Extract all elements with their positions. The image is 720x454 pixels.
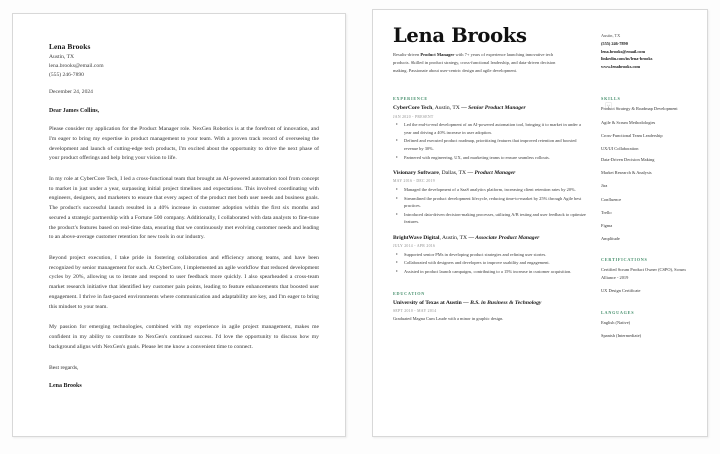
cover-letter-contact (49, 53, 319, 80)
cover-letter-paragraph: Please consider my application for the Product Manager role. NexGen Robotics is at the forefront of innovation, and I'm eager to bring my expertise in product management to your team. With a proven track record of overseeing the development and launch of cutting-edge tech products, I'm excited about the opportunity to drive the next phase of your product offerings and help bring your vision to life. (49, 126, 319, 162)
language-item: English (Native) (601, 319, 631, 325)
resume-name: Lena Brooks (393, 24, 527, 47)
skill-item: Market Research & Analysis (601, 170, 652, 176)
experience-entry (393, 105, 589, 161)
skill-item: Jira (601, 183, 608, 189)
contact-line: (555) 246-7890 (49, 72, 84, 79)
resume-contact-location: Austin, TX (601, 33, 621, 38)
job-bullet: ▸ Managed the development of a SaaS analytics platform, increasing client retention rates by 20%. (404, 186, 589, 194)
job-location: , Austin, TX (432, 105, 462, 112)
section-title-languages: LANGUAGES (601, 309, 635, 315)
summary-highlight: Product Manager (420, 52, 455, 58)
education-entry (393, 300, 589, 323)
job-bullets (393, 186, 589, 226)
skill-item: Data-Driven Decision Making (601, 157, 655, 163)
resume-header (393, 26, 693, 75)
job-heading (393, 235, 589, 243)
divider-marker-icon (605, 102, 612, 109)
education-heading (393, 300, 589, 308)
language-item: Spanish (Intermediate) (601, 332, 642, 338)
resume-contact-block (601, 26, 693, 71)
resume-side-column (601, 96, 693, 344)
section-title-education: EDUCATION (393, 290, 426, 296)
resume-contact-website[interactable]: www.lenabrooks.com (601, 64, 641, 70)
certification-item: Certified Scrum Product Owner (CSPO), Scrum Alliance - 2019 (601, 267, 686, 280)
job-company: CyberCore Tech (393, 105, 433, 112)
cover-letter-paragraph: In my role at CyberCore Tech, I led a cross-functional team that brought an AI-powered automation tool from concept to market in just under a year, surpassing initial project timelines and expectations. This involved coordinating with engineers, designers, and marketers to ensure that every aspect of the product met both user needs and business goals. The product's successful launch resulted in a 40% increase in customer adoption within the first six months and secured a strategic partnership with a Fortune 500 company. Additionally, I collaborated with data analysts to fine-tune the product's features based on real-time data, ensuring that we continuously met evolving customer needs and leading to an above-average customer retention for new tools in our industry. (49, 176, 319, 241)
cover-letter-paragraph: Beyond project execution, I take pride in fostering collaboration and efficiency among teams, and have been recognized by senior management for such. At CyberCore, I implemented an agile workflow that reduced development cycles by 20%, allowing us to iterate and respond to user feedback more quickly. I also spearheaded a cross-team market research initiative that identified key customer pain points, leading to feature enhancements that boosted user engagement. I thrive in fast-paced environments where communication and adaptability are key, and I'm eager to bring this mindset to your team. (49, 255, 319, 310)
job-location: , Dallas, TX (438, 170, 468, 177)
education-school: University of Texas at Austin (393, 299, 462, 306)
section-title-certifications: CERTIFICATIONS (601, 257, 648, 263)
education-dates: SEPT 2010 - MAY 2014 (393, 308, 437, 313)
cover-letter-content (49, 42, 319, 389)
experience-entry (393, 170, 589, 226)
certification-item: UX Design Certificate (601, 287, 641, 293)
job-bullet: ▸ Introduced data-driven decision-making processes, utilizing A/B testing and user feedback to optimize features. (404, 211, 589, 226)
job-company: BrightWave Digital (393, 235, 440, 242)
resume-contact-phone: (555) 246-7890 (601, 40, 628, 46)
resume-contact-email[interactable]: lena.brooks@email.com (601, 48, 646, 54)
education-degree: — B.S. in Business & Technology (461, 299, 542, 306)
job-dates: JAN 2020 - PRESENT (393, 114, 434, 119)
cover-letter-page[interactable] (12, 13, 346, 437)
education-note: Graduated Magna Cum Laude with a minor in graphic design. (393, 316, 504, 322)
job-role: — Associate Product Manager (468, 235, 540, 242)
job-heading (393, 105, 589, 113)
job-dates: MAY 2016 - DEC 2019 (393, 179, 435, 184)
job-bullet: ▸ Supported senior PMs in developing product strategies and refining user stories. (404, 251, 589, 259)
job-bullet: ▸ Streamlined the product development lifecycle, reducing time-to-market by 25% through Agile best practices. (404, 195, 589, 210)
contact-line: Austin, TX (49, 53, 75, 60)
skill-item: Figma (601, 222, 613, 228)
resume-header-left (393, 26, 591, 75)
summary-rest: with 7+ years of experience launching innovative tech products. Skilled in product strategy, cross-functional leadership, and data-driven decision making. Passionate about user-centric design and agile development. (393, 52, 556, 74)
job-location: , Austin, TX (439, 235, 469, 242)
cover-letter-salutation: Dear James Collins, (49, 108, 100, 115)
job-role: — Product Manager (467, 170, 516, 177)
resume-content (393, 26, 693, 426)
job-heading (393, 170, 589, 178)
skill-item: UX/UI Collaboration (601, 145, 639, 151)
skill-item: Confluence (601, 196, 622, 202)
resume-page[interactable] (372, 9, 708, 437)
skill-item: Cross-Functional Team Leadership (601, 132, 663, 138)
job-bullet: ▸ Defined and executed product roadmap, prioritizing features that improved retention and boosted revenue by 30%. (404, 137, 589, 152)
skill-item: Agile & Scrum Methodologies (601, 119, 656, 125)
job-dates: JULY 2014 - APR 2016 (393, 244, 436, 249)
cover-letter-paragraph: My passion for emerging technologies, combined with my experience in agile project management, makes me confident in my ability to contribute to NexGen's continued success. I'd love the opportunity to discuss how my background aligns with NexGen's goals. Please let me know a convenient time to connect. (49, 324, 319, 350)
job-bullet: ▸ Collaborated with designers and developers to improve usability and engagement. (404, 259, 589, 267)
job-bullets (393, 121, 589, 161)
job-role: — Senior Product Manager (461, 105, 526, 112)
resume-summary (393, 51, 565, 75)
skill-item: Trello (601, 209, 612, 215)
resume-contact-linkedin[interactable]: linkedin.com/in/lena-brooks (601, 56, 653, 62)
cover-letter-name: Lena Brooks (49, 42, 91, 51)
resume-main-column (393, 96, 589, 344)
cover-letter-date: December 24, 2024 (49, 89, 93, 96)
experience-entry (393, 235, 589, 276)
job-bullets (393, 251, 589, 276)
skill-item: Product Strategy & Roadmap Development (601, 106, 678, 112)
section-title-skills: SKILLS (601, 96, 621, 102)
job-bullet: ▸ Assisted in product launch campaigns, contributing to a 15% increase in customer acquisition. (404, 268, 589, 276)
section-title-experience: EXPERIENCE (393, 96, 428, 102)
skill-item: Amplitude (601, 235, 620, 241)
resume-body (393, 96, 693, 344)
contact-line: lena.brooks@email.com (49, 63, 104, 70)
summary-prefix: Results-driven (393, 52, 421, 58)
cover-letter-signature: Lena Brooks (49, 382, 82, 389)
job-bullet: ▸ Partnered with engineering, UX, and marketing teams to ensure seamless rollouts. (404, 154, 589, 162)
job-company: Visionary Software (393, 170, 439, 177)
cover-letter-closing: Best regards, (49, 364, 79, 371)
job-bullet: ▸ Led the end-to-end development of an AI-powered automation tool, bringing it to market in under a year and driving a 40% increase in user adoption. (404, 121, 589, 136)
